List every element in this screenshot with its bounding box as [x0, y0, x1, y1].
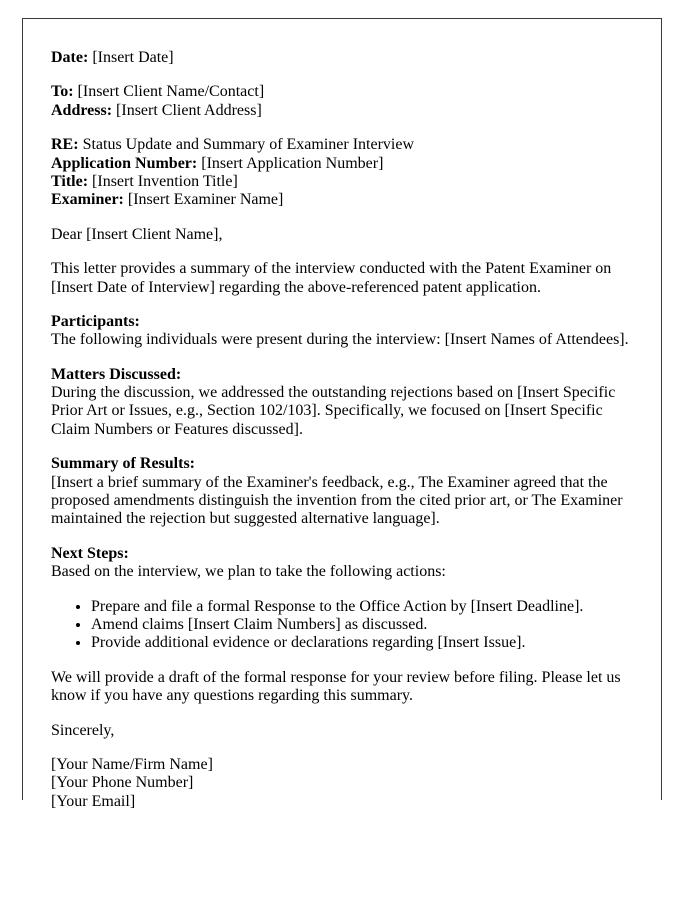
action-items-list — [51, 598, 635, 653]
signature-name: [Your Name/Firm Name] — [51, 755, 213, 773]
summary-of-results-heading: Summary of Results: — [51, 455, 195, 473]
letter-document — [22, 18, 662, 810]
application-number-label: Application Number: — [51, 154, 198, 172]
signoff: Sincerely, — [51, 721, 115, 739]
summary-of-results-section — [51, 455, 635, 529]
closing-paragraph: We will provide a draft of the formal response for your review before filing. Please let us know if you have any questions regarding this summary. — [51, 668, 621, 705]
signature-phone: [Your Phone Number] — [51, 774, 194, 792]
signature-block — [51, 756, 635, 811]
next-steps-body: Based on the interview, we plan to take the following actions: — [51, 563, 446, 581]
participants-section — [51, 313, 635, 350]
reference-block — [51, 136, 635, 210]
application-number-value: [Insert Application Number] — [197, 154, 384, 172]
examiner-value: [Insert Examiner Name] — [123, 191, 284, 209]
to-label: To: — [51, 83, 74, 101]
action-item: • Amend claims [Insert Claim Numbers] as discussed. — [91, 616, 635, 634]
signature-email: [Your Email] — [51, 792, 136, 810]
participants-body: The following individuals were present during the interview: [Insert Names of Attendees]. — [51, 331, 629, 349]
salutation: Dear [Insert Client Name], — [51, 225, 223, 243]
summary-of-results-body: [Insert a brief summary of the Examiner's feedback, e.g., The Examiner agreed that the proposed amendments distinguish the invention from the cited prior art, or The Examiner maintained the rejection but suggested alternative language]. — [51, 473, 623, 528]
date-label: Date: — [51, 49, 89, 66]
date-line — [51, 49, 635, 67]
action-item: • Provide additional evidence or declarations regarding [Insert Issue]. — [91, 634, 635, 652]
address-label: Address: — [51, 101, 113, 119]
participants-heading: Participants: — [51, 312, 140, 330]
matters-discussed-section — [51, 366, 635, 440]
title-label: Title: — [51, 172, 89, 190]
re-label: RE: — [51, 136, 79, 154]
address-value: [Insert Client Address] — [112, 101, 262, 119]
date-value: [Insert Date] — [88, 49, 174, 66]
action-item: • Prepare and file a formal Response to the Office Action by [Insert Deadline]. — [91, 598, 635, 616]
matters-discussed-heading: Matters Discussed: — [51, 365, 182, 383]
examiner-label: Examiner: — [51, 191, 124, 209]
re-value: Status Update and Summary of Examiner Interview — [78, 136, 415, 154]
next-steps-heading: Next Steps: — [51, 544, 129, 562]
title-value: [Insert Invention Title] — [88, 172, 238, 190]
next-steps-section — [51, 545, 635, 582]
to-value: [Insert Client Name/Contact] — [73, 83, 265, 101]
matters-discussed-body: During the discussion, we addressed the outstanding rejections based on [Insert Specific Prior Art or Issues, e.g., Section 102/103]. Specifically, we focused on [Insert Specific Claim Numbers or Features discussed]. — [51, 384, 616, 438]
intro-paragraph: This letter provides a summary of the interview conducted with the Patent Examiner on [Insert Date of Interview] regarding the above-referenced patent application. — [51, 260, 612, 296]
recipient-block — [51, 83, 635, 120]
